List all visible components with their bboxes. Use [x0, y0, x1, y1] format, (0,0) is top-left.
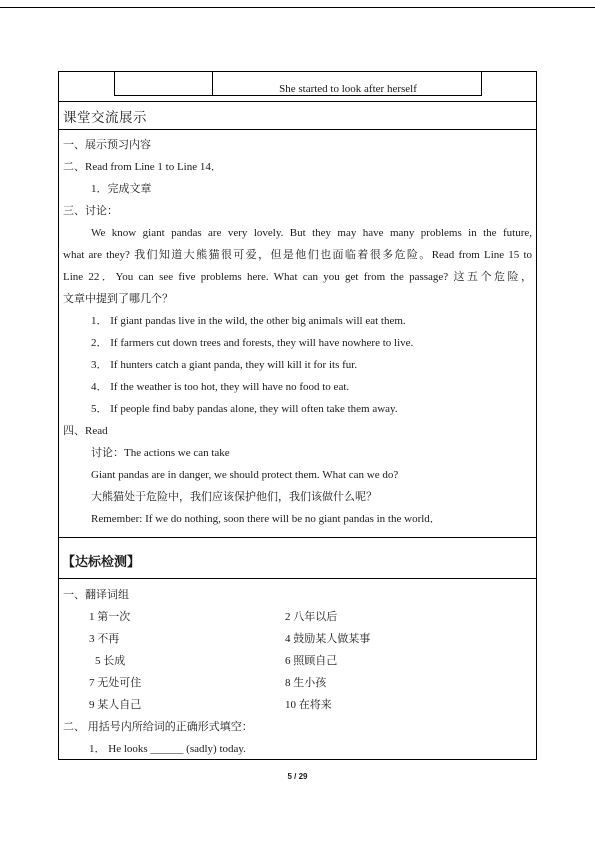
phrase-item: 9 某人自己	[89, 699, 142, 711]
section-title: 课堂交流展示	[63, 110, 147, 125]
step-1: 一、展示预习内容	[63, 139, 151, 151]
worksheet-table	[58, 71, 537, 760]
phrase-item: 5 长成	[95, 655, 126, 667]
problem-item: 1． If giant pandas live in the wild, the other big animals will eat them.	[91, 315, 406, 327]
problem-item: 5． If people find baby pandas alone, they will often take them away.	[91, 403, 398, 415]
question-1: 1． He looks ______ (sadly) today.	[89, 743, 246, 755]
problem-item: 3． If hunters catch a giant panda, they will kill it for its fur.	[91, 359, 358, 371]
paragraph-line-4: 文章中提到了哪几个？	[63, 293, 173, 305]
paragraph-line-3: Line 22．You can see five problems here. What can you get from the passage? 这五个危险，	[63, 271, 532, 283]
danger-chinese: 大熊猫处于危险中，我们应该保护他们，我们该做什么呢？	[91, 491, 377, 503]
section-title: 【达标检测】	[62, 554, 141, 569]
discussion-line: 讨论：The actions we can take	[91, 447, 230, 459]
paragraph-line-2: what are they? 我们知道大熊猫很可爱，但是他们也面临着很多危险。Read from Line 15 to	[63, 249, 532, 261]
phrase-item: 4 鼓励某人做某事	[285, 633, 371, 645]
page-number: 5 / 29	[287, 772, 308, 781]
phrase-item: 6 照顾自己	[285, 655, 338, 667]
part-2-title: 二、 用括号内所给词的正确形式填空：	[63, 721, 253, 733]
problem-item: 2． If farmers cut down trees and forests, they will have nowhere to live.	[91, 337, 414, 349]
top-row	[59, 72, 536, 102]
phrase-item: 3 不再	[89, 633, 120, 645]
phrase-item: 1 第一次	[89, 611, 131, 623]
step-3: 三、讨论：	[63, 205, 118, 217]
problem-item: 4． If the weather is too hot, they will have no food to eat.	[91, 381, 350, 393]
section-body-classroom	[59, 130, 536, 538]
phrase-item: 8 生小孩	[285, 677, 327, 689]
part-1-title: 一、翻译词组	[63, 589, 129, 601]
header-rule	[0, 7, 595, 8]
phrase-item: 2 八年以后	[285, 611, 338, 623]
section-header-classroom	[59, 102, 536, 130]
step-2: 二、Read from Line 1 to Line 14．	[63, 161, 222, 173]
step-4: 四、Read	[63, 425, 108, 437]
paragraph-line-1: We know giant pandas are very lovely. But they may have many problems in the future,	[91, 227, 532, 239]
phrase-item: 7 无处可住	[89, 677, 142, 689]
step-2-sub: 1．完成文章	[91, 183, 152, 195]
phrase-item: 10 在将来	[285, 699, 332, 711]
section-header-test	[59, 538, 536, 579]
inner-table	[114, 72, 482, 96]
table-cell-text: She started to look after herself	[279, 83, 417, 95]
remember-line: Remember: If we do nothing, soon there will be no giant pandas in the world．	[91, 513, 441, 525]
danger-english: Giant pandas are in danger, we should protect them. What can we do?	[91, 469, 399, 481]
